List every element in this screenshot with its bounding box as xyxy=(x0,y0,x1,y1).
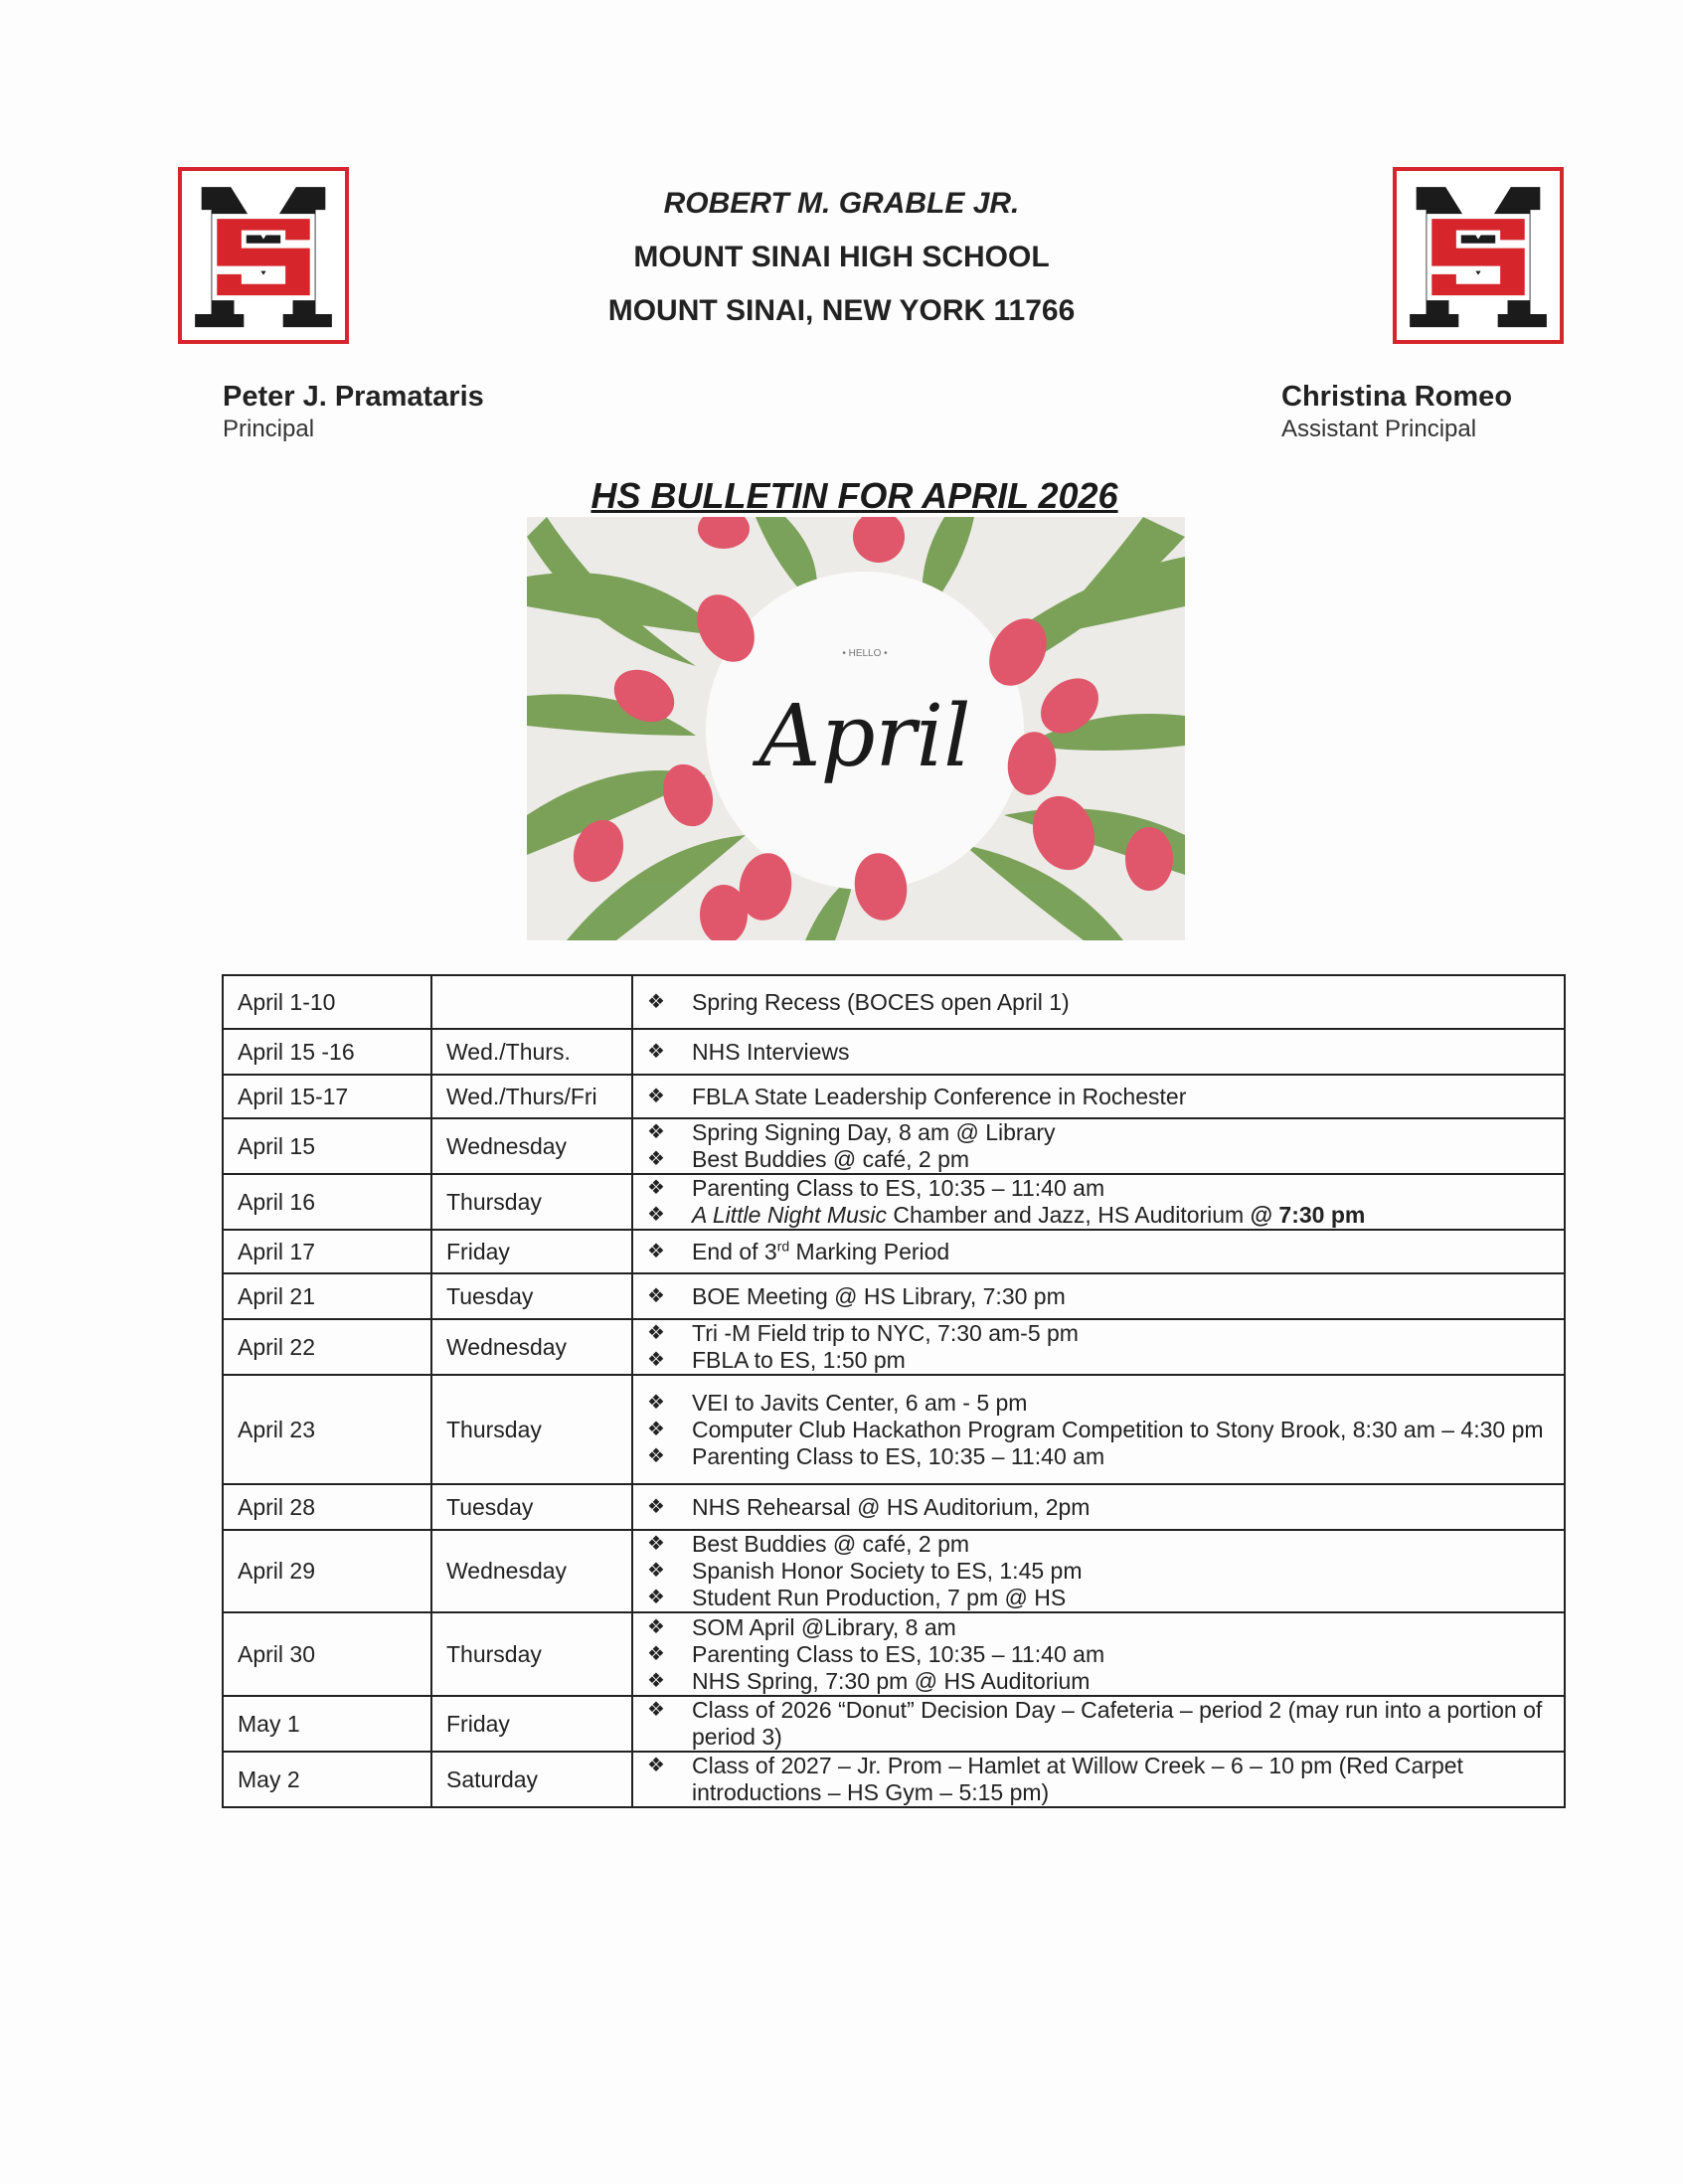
event-item-text: Best Buddies @ café, 2 pm xyxy=(692,1146,970,1172)
event-day: Thursday xyxy=(431,1174,632,1230)
event-item-text: FBLA State Leadership Conference in Rochester xyxy=(692,1083,1187,1109)
diamond-bullet-icon: ❖ xyxy=(647,1418,665,1440)
diamond-bullet-icon: ❖ xyxy=(647,1121,665,1143)
event-date: April 15-17 xyxy=(223,1075,431,1118)
event-day: Wednesday xyxy=(431,1118,632,1174)
event-item xyxy=(645,1175,1544,1202)
event-item-text: Tri -M Field trip to NYC, 7:30 am-5 pm xyxy=(692,1320,1079,1346)
event-date: April 16 xyxy=(223,1174,431,1230)
diamond-bullet-icon: ❖ xyxy=(647,1284,665,1307)
event-item xyxy=(645,1146,1544,1173)
event-item xyxy=(645,1668,1544,1695)
event-item xyxy=(645,1697,1544,1751)
event-item-text: NHS Rehearsal @ HS Auditorium, 2pm xyxy=(692,1493,1091,1520)
event-items-cell xyxy=(632,1174,1565,1230)
diamond-bullet-icon: ❖ xyxy=(647,1699,665,1721)
event-item-text: Parenting Class to ES, 10:35 – 11:40 am xyxy=(692,1442,1105,1469)
event-items-cell xyxy=(632,1484,1565,1530)
tulips-photo-icon xyxy=(527,517,1185,940)
event-item-text: Spring Recess (BOCES open April 1) xyxy=(692,988,1070,1015)
event-item-text: NHS Spring, 7:30 pm @ HS Auditorium xyxy=(692,1667,1091,1694)
event-item xyxy=(645,1119,1544,1146)
event-day: Wed./Thurs. xyxy=(431,1029,632,1075)
event-row xyxy=(223,1484,1565,1530)
event-item-text: NHS Interviews xyxy=(692,1038,850,1065)
event-item-text: A Little Night Music Chamber and Jazz, HS Auditorium @ 7:30 pm xyxy=(692,1202,1366,1228)
hello-kicker: • HELLO • xyxy=(842,648,888,659)
event-item-text: Parenting Class to ES, 10:35 – 11:40 am xyxy=(692,1175,1105,1201)
event-item xyxy=(645,1347,1544,1374)
event-day: Friday xyxy=(431,1696,632,1752)
event-row xyxy=(223,1612,1565,1696)
event-row xyxy=(223,1075,1565,1118)
event-date: April 21 xyxy=(223,1273,431,1319)
event-date: April 29 xyxy=(223,1530,431,1612)
diamond-bullet-icon: ❖ xyxy=(647,1177,665,1199)
event-item xyxy=(645,1084,1544,1110)
event-item-text: Best Buddies @ café, 2 pm xyxy=(692,1531,970,1557)
event-item xyxy=(645,989,1544,1016)
event-item-text: SOM April @Library, 8 am xyxy=(692,1613,956,1640)
event-item-text: Computer Club Hackathon Program Competition to Stony Brook, 8:30 am – 4:30 pm xyxy=(692,1416,1544,1442)
event-date: April 15 -16 xyxy=(223,1029,431,1075)
event-item xyxy=(645,1239,1544,1265)
assistant-principal-name: Christina Romeo xyxy=(1281,381,1513,413)
event-row xyxy=(223,1752,1565,1807)
event-row xyxy=(223,1230,1565,1273)
event-date: April 22 xyxy=(223,1319,431,1375)
event-item xyxy=(645,1641,1544,1668)
event-item xyxy=(645,1494,1544,1521)
principal-name: Peter J. Pramataris xyxy=(223,381,484,413)
hello-april-tulips-image xyxy=(527,517,1185,940)
event-item xyxy=(645,1585,1544,1611)
event-item xyxy=(645,1417,1544,1443)
event-date: May 1 xyxy=(223,1696,431,1752)
event-item xyxy=(645,1202,1544,1229)
event-row xyxy=(223,975,1565,1029)
event-day: Tuesday xyxy=(431,1273,632,1319)
event-row xyxy=(223,1696,1565,1752)
diamond-bullet-icon: ❖ xyxy=(647,1560,665,1582)
event-items-cell xyxy=(632,1118,1565,1174)
event-item-text: Spring Signing Day, 8 am @ Library xyxy=(692,1119,1056,1145)
event-row xyxy=(223,1375,1565,1484)
event-item xyxy=(645,1390,1544,1417)
event-day: Thursday xyxy=(431,1375,632,1484)
event-items-cell xyxy=(632,1319,1565,1375)
school-address: MOUNT SINAI, NEW YORK 11766 xyxy=(607,294,1076,327)
event-item xyxy=(645,1753,1544,1806)
event-date: April 17 xyxy=(223,1230,431,1273)
event-item-text: Parenting Class to ES, 10:35 – 11:40 am xyxy=(692,1640,1105,1667)
event-items-cell xyxy=(632,1375,1565,1484)
event-row xyxy=(223,1319,1565,1375)
event-item xyxy=(645,1614,1544,1641)
event-day: Thursday xyxy=(431,1612,632,1696)
event-date: April 30 xyxy=(223,1612,431,1696)
event-item-text: VEI to Javits Center, 6 am - 5 pm xyxy=(692,1389,1028,1416)
event-day: Friday xyxy=(431,1230,632,1273)
diamond-bullet-icon: ❖ xyxy=(647,1322,665,1344)
event-date: April 28 xyxy=(223,1484,431,1530)
diamond-bullet-icon: ❖ xyxy=(647,1495,665,1518)
principal-block xyxy=(223,379,484,444)
event-items-cell xyxy=(632,975,1565,1029)
school-name: ROBERT M. GRABLE JR. xyxy=(663,187,1020,220)
event-day: Tuesday xyxy=(431,1484,632,1530)
event-item-text: BOE Meeting @ HS Library, 7:30 pm xyxy=(692,1282,1066,1309)
event-item xyxy=(645,1558,1544,1585)
event-day xyxy=(431,975,632,1029)
event-item xyxy=(645,1039,1544,1066)
event-item xyxy=(645,1531,1544,1558)
event-item xyxy=(645,1320,1544,1347)
event-item-text: FBLA to ES, 1:50 pm xyxy=(692,1347,906,1373)
event-items-cell xyxy=(632,1029,1565,1075)
event-items-cell xyxy=(632,1530,1565,1612)
event-item-text: Class of 2026 “Donut” Decision Day – Cafeteria – period 2 (may run into a portion of period 3) xyxy=(692,1697,1543,1750)
event-row xyxy=(223,1118,1565,1174)
event-item xyxy=(645,1443,1544,1470)
event-row xyxy=(223,1174,1565,1230)
principal-title: Principal xyxy=(223,416,315,442)
diamond-bullet-icon: ❖ xyxy=(647,1085,665,1107)
event-date: May 2 xyxy=(223,1752,431,1807)
event-item-text: Student Run Production, 7 pm @ HS xyxy=(692,1585,1067,1610)
event-item-text: Class of 2027 – Jr. Prom – Hamlet at Willow Creek – 6 – 10 pm (Red Carpet introductions – HS Gym – 5:15 pm) xyxy=(692,1753,1463,1805)
school-title: MOUNT SINAI HIGH SCHOOL xyxy=(633,241,1050,273)
event-items-cell xyxy=(632,1273,1565,1319)
diamond-bullet-icon: ❖ xyxy=(647,1755,665,1776)
event-items-cell xyxy=(632,1612,1565,1696)
diamond-bullet-icon: ❖ xyxy=(647,1615,665,1638)
event-day: Wed./Thurs/Fri xyxy=(431,1075,632,1118)
event-day: Wednesday xyxy=(431,1530,632,1612)
diamond-bullet-icon: ❖ xyxy=(647,990,665,1013)
event-row xyxy=(223,1273,1565,1319)
event-row xyxy=(223,1530,1565,1612)
event-date: April 1-10 xyxy=(223,975,431,1029)
events-table xyxy=(222,974,1566,1808)
event-day: Wednesday xyxy=(431,1319,632,1375)
diamond-bullet-icon: ❖ xyxy=(647,1240,665,1262)
diamond-bullet-icon: ❖ xyxy=(647,1444,665,1467)
diamond-bullet-icon: ❖ xyxy=(647,1040,665,1063)
diamond-bullet-icon: ❖ xyxy=(647,1533,665,1555)
event-item-text: Spanish Honor Society to ES, 1:45 pm xyxy=(692,1558,1083,1584)
diamond-bullet-icon: ❖ xyxy=(647,1148,665,1170)
event-day: Saturday xyxy=(431,1752,632,1807)
bulletin-title: HS BULLETIN FOR APRIL 2026 xyxy=(590,475,1118,516)
event-row xyxy=(223,1029,1565,1075)
events-table-body xyxy=(223,975,1565,1807)
diamond-bullet-icon: ❖ xyxy=(647,1391,665,1414)
event-item-text: End of 3rd Marking Period xyxy=(692,1237,950,1264)
diamond-bullet-icon: ❖ xyxy=(647,1642,665,1665)
event-items-cell xyxy=(632,1696,1565,1752)
assistant-principal-block xyxy=(1281,379,1512,444)
diamond-bullet-icon: ❖ xyxy=(647,1587,665,1608)
assistant-principal-title: Assistant Principal xyxy=(1281,416,1477,442)
event-date: April 23 xyxy=(223,1375,431,1484)
diamond-bullet-icon: ❖ xyxy=(647,1349,665,1371)
event-items-cell xyxy=(632,1075,1565,1118)
diamond-bullet-icon: ❖ xyxy=(647,1669,665,1692)
event-date: April 15 xyxy=(223,1118,431,1174)
diamond-bullet-icon: ❖ xyxy=(647,1204,665,1226)
april-script-word: April xyxy=(758,687,971,786)
event-items-cell xyxy=(632,1752,1565,1807)
event-items-cell xyxy=(632,1230,1565,1273)
event-item xyxy=(645,1283,1544,1310)
